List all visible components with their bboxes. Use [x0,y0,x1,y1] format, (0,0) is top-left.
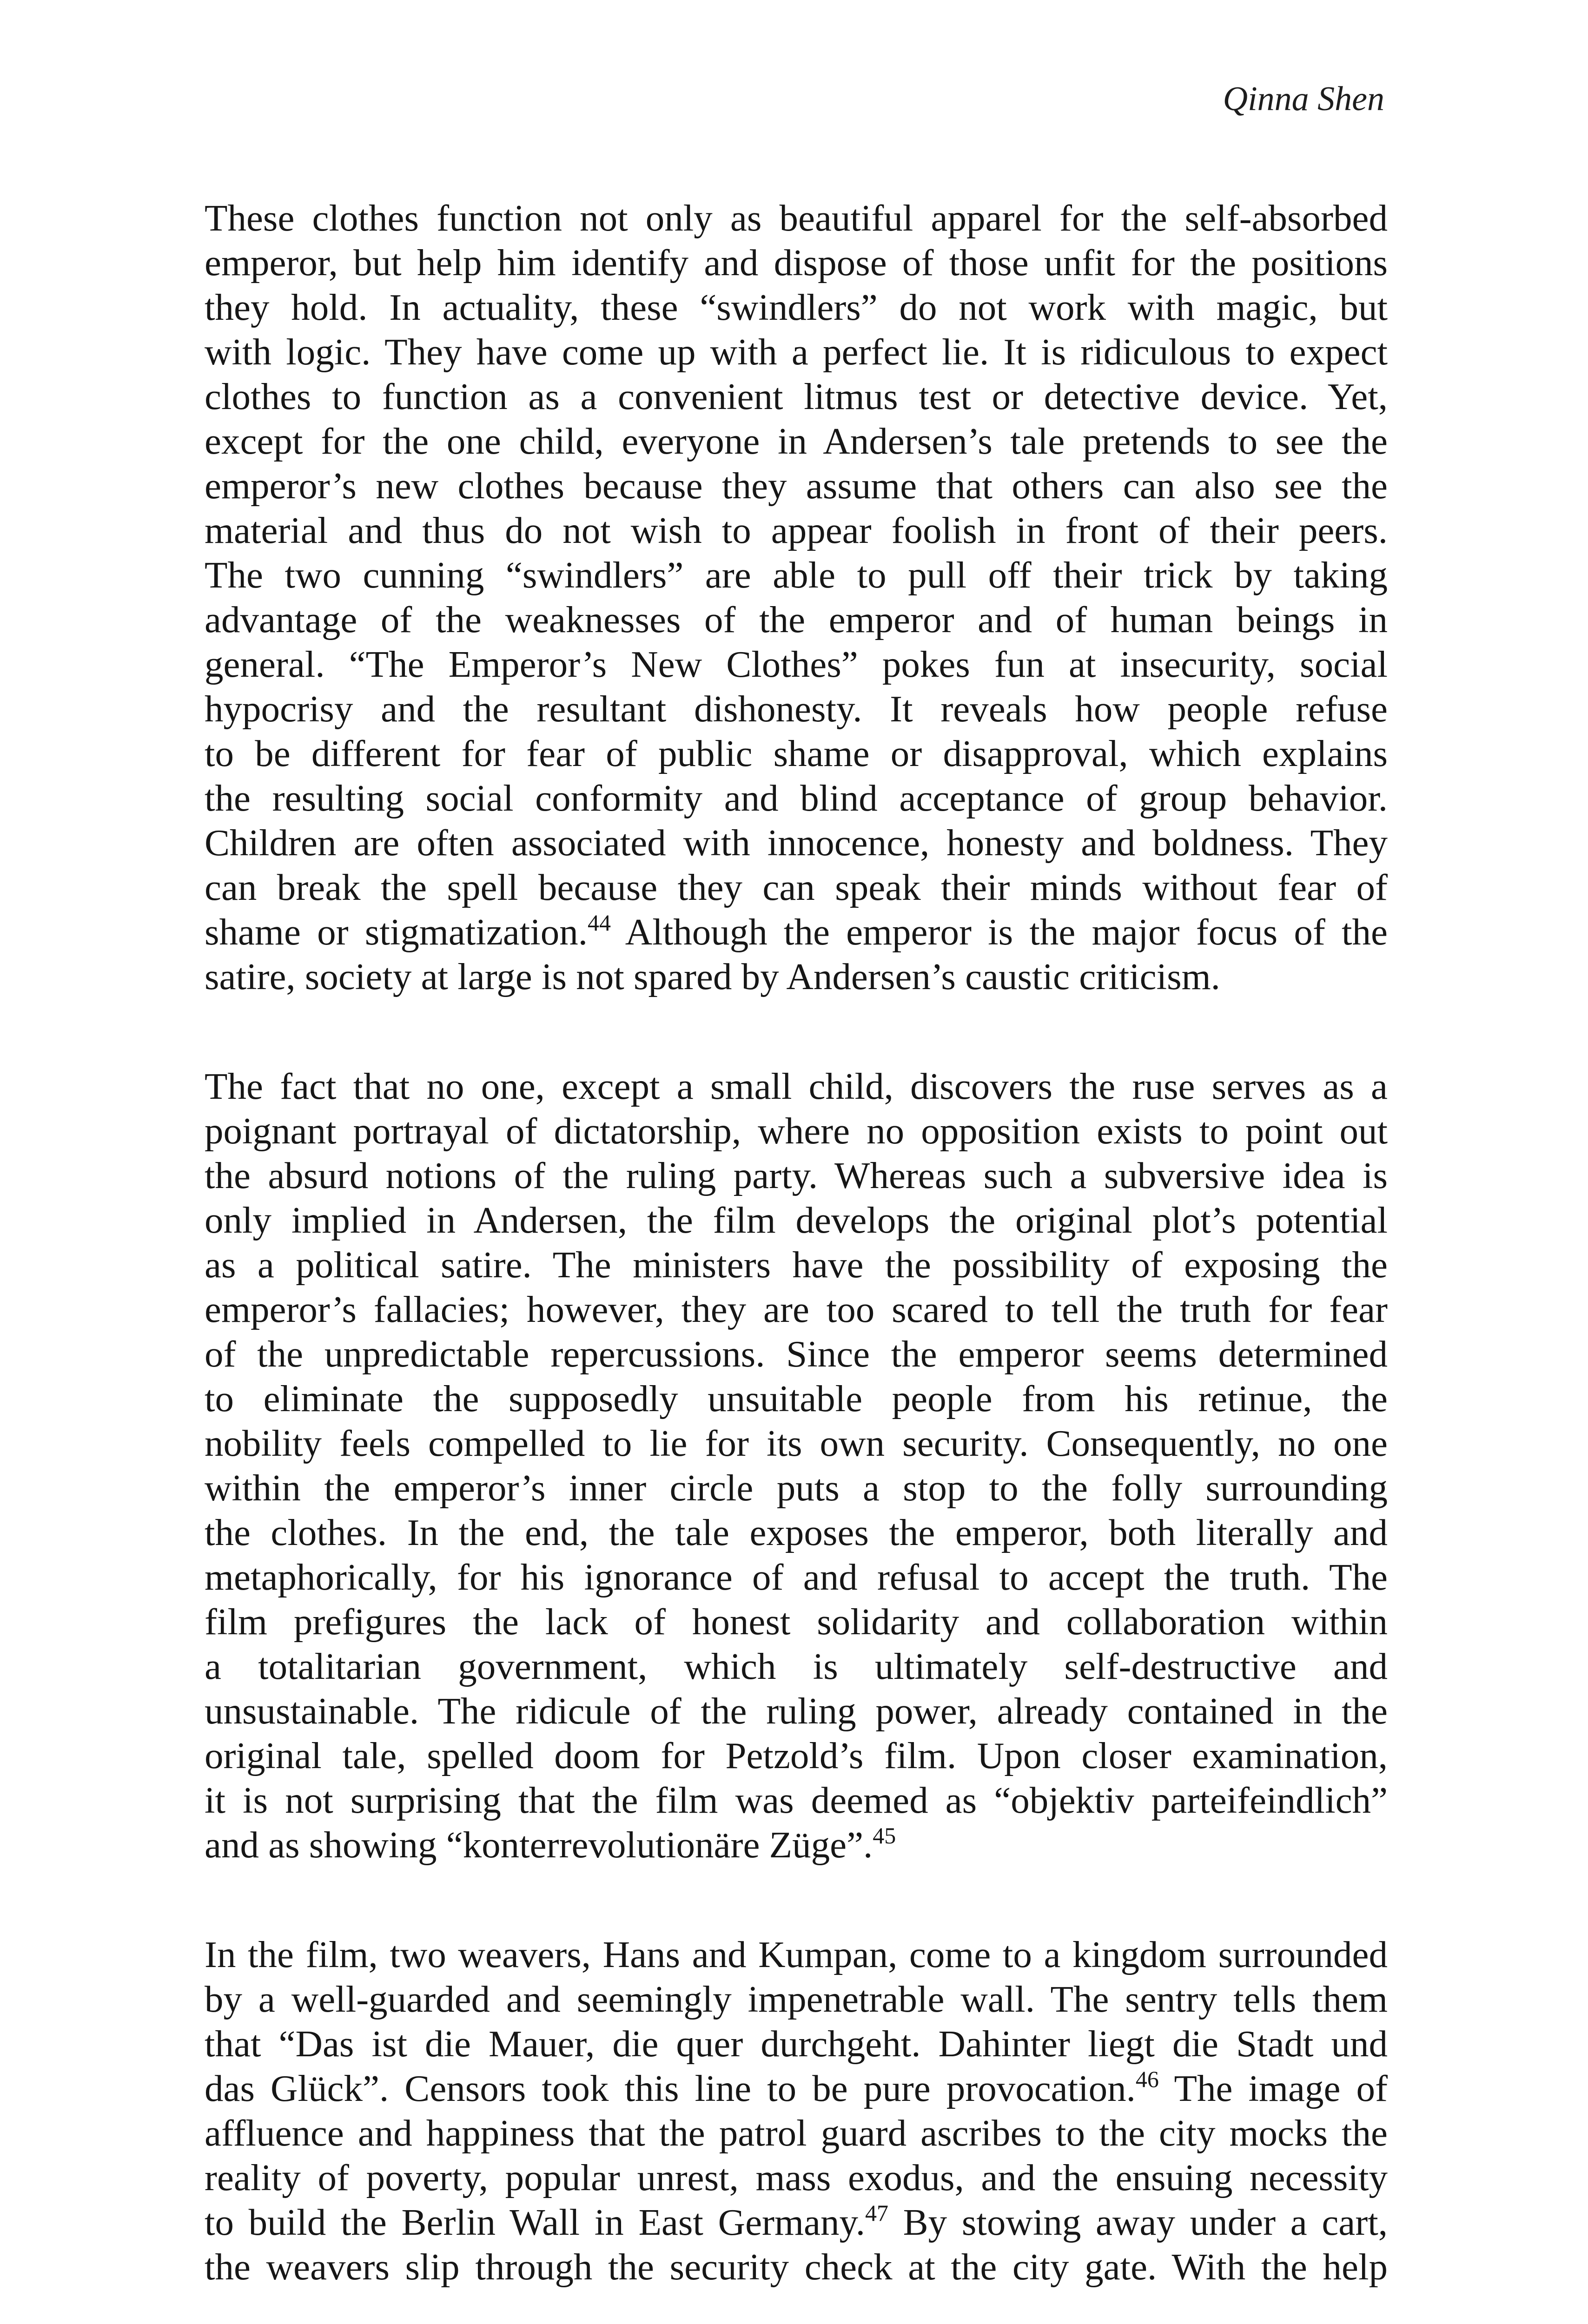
line-text: poignant portrayal of dictatorship, where no opposition exists to point out [205,1110,1388,1152]
line-text: a totalitarian government, which is ultimately self-destructive and [205,1645,1388,1687]
line-text: film prefigures the lack of honest solidarity and collaboration within [205,1601,1388,1643]
line-text: shame or stigmatization. [205,911,588,953]
text-line [205,2066,1388,2111]
line-text: by a well-guarded and seemingly impenetrable wall. The sentry tells them [205,1978,1388,2020]
line-text: they hold. In actuality, these “swindlers” do not work with magic, but [205,286,1388,328]
footnote-marker: 44 [587,910,611,936]
text-line [205,2111,1388,2155]
line-text: except for the one child, everyone in Andersen’s tale pretends to see the [205,420,1388,462]
line-text: emperor’s new clothes because they assume that others can also see the [205,465,1388,507]
text-line [205,1466,1388,1510]
text-line [205,1376,1388,1421]
text-line [205,1510,1388,1555]
text-line [205,2245,1388,2289]
text-line [205,642,1388,687]
text-line [205,1287,1388,1332]
body-text [205,196,1388,2289]
line-text: to build the Berlin Wall in East Germany. [205,2201,865,2243]
line-text: advantage of the weaknesses of the emperor and of human beings in [205,599,1388,640]
footnote-marker: 47 [865,2200,888,2226]
line-text: to eliminate the supposedly unsuitable people from his retinue, the [205,1378,1388,1419]
text-line [205,240,1388,285]
text-line [205,419,1388,463]
running-head-author: Qinna Shen [1223,80,1384,118]
text-line [205,1822,1388,1867]
line-text: emperor’s fallacies; however, they are too scared to tell the truth for fear [205,1288,1388,1330]
text-line [205,1599,1388,1644]
line-text: The fact that no one, except a small child, discovers the ruse serves as a [205,1065,1388,1107]
text-line [205,687,1388,731]
line-text: as a political satire. The ministers have the possibility of exposing the [205,1244,1388,1286]
line-text: metaphorically, for his ignorance of and refusal to accept the truth. The [205,1556,1388,1598]
line-text-continued: The image of [1158,2067,1388,2109]
text-line [205,1778,1388,1822]
line-text: nobility feels compelled to lie for its own security. Consequently, no one [205,1422,1388,1464]
line-text: it is not surprising that the film was deemed as “objektiv parteifeindlich” [205,1779,1388,1821]
text-line [205,1109,1388,1153]
text-line [205,1242,1388,1287]
line-text: the resulting social conformity and blind acceptance of group behavior. [205,777,1388,819]
text-line [205,954,1388,999]
text-line [205,1555,1388,1599]
line-text-continued: Although the emperor is the major focus of the [610,911,1388,953]
line-text: the weavers slip through the security check at the city gate. With the help [205,2246,1388,2288]
line-text: clothes to function as a convenient litmus test or detective device. Yet, [205,376,1388,417]
text-line [205,731,1388,776]
line-text: and as showing “konterrevolutionäre Züge”. [205,1824,873,1866]
line-text: hypocrisy and the resultant dishonesty. It reveals how people refuse [205,688,1388,730]
line-text: within the emperor’s inner circle puts a stop to the folly surrounding [205,1467,1388,1509]
footnote-marker: 45 [873,1822,896,1849]
line-text: unsustainable. The ridicule of the ruling power, already contained in the [205,1690,1388,1732]
text-line [205,508,1388,553]
text-line [205,1932,1388,1977]
text-line [205,1644,1388,1689]
line-text: reality of poverty, popular unrest, mass exodus, and the ensuing necessity [205,2157,1388,2199]
line-text: das Glück”. Censors took this line to be pure provocation. [205,2067,1136,2109]
line-text: the absurd notions of the ruling party. Whereas such a subversive idea is [205,1155,1388,1196]
paragraph [205,1932,1388,2289]
text-line [205,2021,1388,2066]
text-line [205,330,1388,374]
line-text-continued: By stowing away under a cart, [888,2201,1388,2243]
line-text: These clothes function not only as beautiful apparel for the self-absorbed [205,197,1388,239]
text-line [205,1153,1388,1198]
text-line [205,865,1388,910]
text-line [205,285,1388,330]
text-line [205,196,1388,240]
text-line [205,1198,1388,1242]
text-line [205,820,1388,865]
text-line [205,1332,1388,1376]
paragraph [205,1064,1388,1867]
text-line [205,1064,1388,1109]
line-text: can break the spell because they can speak their minds without fear of [205,866,1388,908]
line-text: the clothes. In the end, the tale exposes the emperor, both literally and [205,1512,1388,1553]
text-line [205,1733,1388,1778]
line-text: material and thus do not wish to appear foolish in front of their peers. [205,509,1388,551]
line-text: Children are often associated with innocence, honesty and boldness. They [205,822,1388,864]
line-text: original tale, spelled doom for Petzold’s film. Upon closer examination, [205,1735,1388,1776]
line-text: of the unpredictable repercussions. Since the emperor seems determined [205,1333,1388,1375]
text-line [205,597,1388,642]
line-text: The two cunning “swindlers” are able to pull off their trick by taking [205,554,1388,596]
paragraph [205,196,1388,999]
text-line [205,776,1388,820]
line-text: In the film, two weavers, Hans and Kumpan, come to a kingdom surrounded [205,1934,1388,1975]
text-line [205,1421,1388,1466]
paragraph-spacer [205,1867,1388,1932]
footnote-marker: 46 [1135,2066,1159,2092]
text-line [205,910,1388,954]
line-text: with logic. They have come up with a perfect lie. It is ridiculous to expect [205,331,1388,373]
text-line [205,553,1388,597]
line-text: affluence and happiness that the patrol guard ascribes to the city mocks the [205,2112,1388,2154]
line-text: to be different for fear of public shame or disapproval, which explains [205,733,1388,774]
line-text: satire, society at large is not spared by Andersen’s caustic criticism. [205,956,1220,997]
line-text: emperor, but help him identify and dispose of those unfit for the positions [205,242,1388,284]
line-text: only implied in Andersen, the film develops the original plot’s potential [205,1199,1388,1241]
text-line [205,2200,1388,2245]
text-line [205,1977,1388,2021]
text-line [205,463,1388,508]
line-text: that “Das ist die Mauer, die quer durchgeht. Dahinter liegt die Stadt und [205,2023,1388,2065]
text-line [205,1689,1388,1733]
text-line [205,374,1388,419]
paragraph-spacer [205,999,1388,1064]
text-line [205,2155,1388,2200]
line-text: general. “The Emperor’s New Clothes” pokes fun at insecurity, social [205,643,1388,685]
